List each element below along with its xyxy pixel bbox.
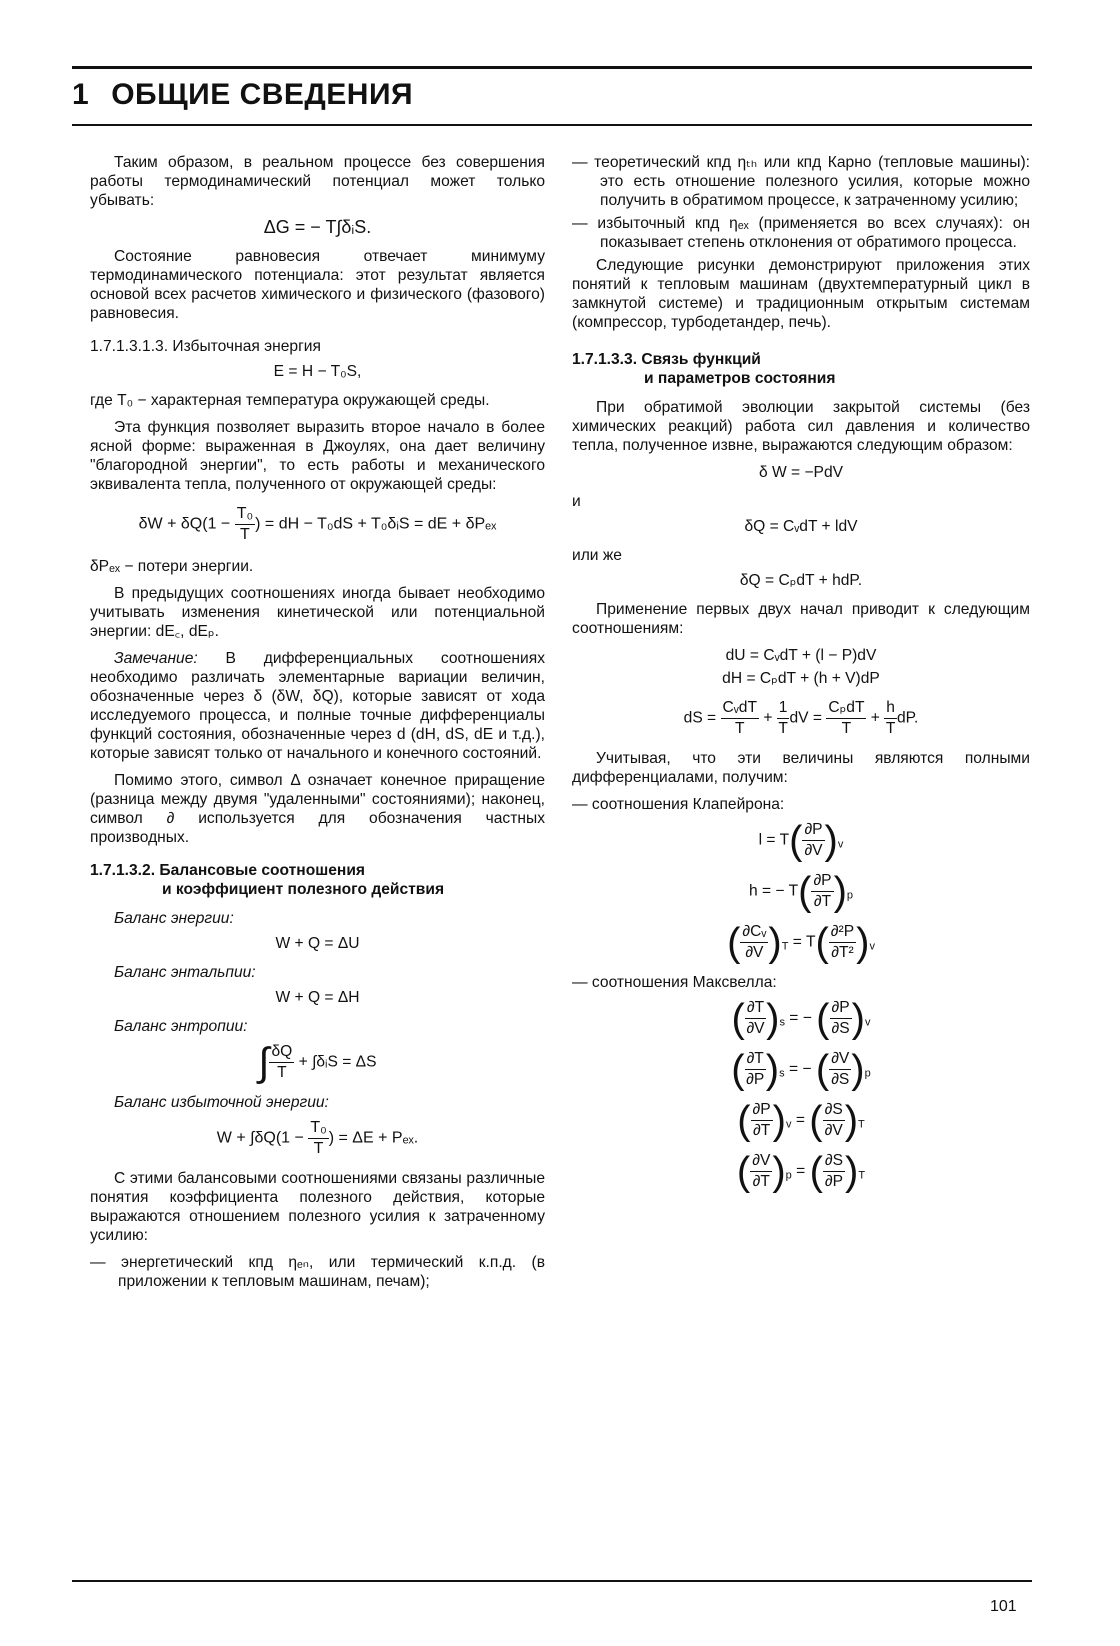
fraction bbox=[750, 1151, 772, 1192]
denominator: T bbox=[778, 720, 788, 737]
denominator: ∂T bbox=[752, 1173, 770, 1190]
equation: dU = CᵥdT + (l − P)dV bbox=[725, 647, 877, 664]
equation-part: = − bbox=[788, 1060, 812, 1078]
equation-part: = bbox=[796, 1162, 806, 1180]
numerator: ∂V bbox=[829, 1049, 851, 1070]
numerator: ∂S bbox=[823, 1100, 845, 1121]
clapeyron-equation bbox=[572, 820, 1030, 861]
subscript: v bbox=[869, 940, 875, 953]
denominator: T bbox=[277, 1064, 287, 1081]
equation-part: + ∫δᵢS = ΔS bbox=[298, 1053, 377, 1071]
equation: dH = CₚdT + (h + V)dP bbox=[722, 670, 880, 687]
equation: W + Q = ΔU bbox=[275, 935, 360, 952]
denominator: ∂V bbox=[824, 1122, 843, 1139]
denominator: ∂T bbox=[752, 1122, 771, 1139]
numerator: ∂S bbox=[823, 1151, 845, 1172]
denominator: T bbox=[885, 720, 896, 737]
fraction bbox=[829, 1049, 851, 1090]
fraction bbox=[745, 998, 766, 1039]
paragraph: δPₑₓ − потери энергии. bbox=[90, 558, 254, 575]
paren: ( bbox=[731, 996, 745, 1041]
fraction bbox=[884, 698, 897, 739]
paragraph: В предыдущих соотношениях иногда бывает необходимо учитывать изменения кинетической или потенциальной энергии: dE꜀, dEₚ. bbox=[90, 585, 545, 640]
chapter-title: ОБЩИЕ СВЕДЕНИЯ bbox=[111, 78, 414, 111]
numerator: T₀ bbox=[308, 1118, 328, 1139]
denominator: ∂P bbox=[824, 1173, 844, 1190]
page-number: 101 bbox=[990, 1598, 1017, 1615]
subscript: p bbox=[785, 1169, 792, 1182]
note-text: В дифференциальных соотношениях необходимо различать элементарные вариации величин, обозначенные через δ (δW, δQ), которые зависят от хода исследуемого процесса, и полные точные дифференциалы функций состояния, обозначенные через d (dH, dS, dE и т.д.), которые зависят только от начального и конечного состояний. bbox=[90, 650, 545, 762]
numerator: ∂T bbox=[745, 998, 766, 1019]
denominator: ∂V bbox=[745, 944, 764, 961]
equation: ΔG = − T∫δᵢS. bbox=[263, 217, 372, 237]
note-label: Замечание: bbox=[114, 650, 198, 667]
list-item: — соотношения Клапейрона: bbox=[572, 796, 785, 813]
subscript: s bbox=[779, 1016, 785, 1029]
denominator: ∂T² bbox=[831, 944, 854, 961]
subscript: v bbox=[837, 838, 844, 851]
denominator: ∂V bbox=[746, 1020, 765, 1037]
left-column bbox=[90, 153, 545, 1295]
subsection-title: 1.7.1.3.1.3. Избыточная энергия bbox=[90, 338, 321, 355]
subscript: T bbox=[781, 940, 789, 953]
denominator: T bbox=[841, 720, 852, 737]
paren: ( bbox=[809, 1098, 823, 1143]
balance-label: Баланс энтальпии: bbox=[114, 964, 256, 981]
equation-part: dS = bbox=[683, 709, 717, 727]
equation: δQ = CₚdT + hdP. bbox=[739, 572, 863, 589]
denominator: ∂P bbox=[746, 1071, 765, 1088]
maxwell-equation bbox=[572, 1151, 1030, 1192]
paren: ) bbox=[845, 1149, 859, 1194]
paren: ( bbox=[815, 920, 829, 965]
paren: ) bbox=[772, 1098, 786, 1143]
denominator: ∂S bbox=[831, 1020, 850, 1037]
conjunction: или же bbox=[572, 547, 622, 564]
equation-part: W + ∫δQ(1 − bbox=[216, 1129, 309, 1147]
fraction bbox=[721, 698, 759, 739]
paragraph: где T₀ − характерная температура окружающей среды. bbox=[90, 392, 490, 409]
paren: ) bbox=[856, 920, 870, 965]
paren: ) bbox=[851, 1047, 865, 1092]
equation bbox=[90, 504, 545, 545]
paren: ( bbox=[736, 1149, 751, 1194]
bottom-rule bbox=[72, 1580, 1032, 1582]
fraction bbox=[269, 1042, 294, 1083]
list-item: — теоретический кпд ηₜₕ или кпд Карно (тепловые машины): это есть отношение полезного усилия, которые можно получить в обратимом процессе, к затраченному усилию; bbox=[572, 154, 1030, 209]
fraction bbox=[830, 998, 852, 1039]
equation-part: = − bbox=[789, 1009, 812, 1027]
fraction bbox=[308, 1118, 328, 1159]
equation-part: ) = ΔE + Pₑₓ. bbox=[328, 1129, 419, 1147]
paren: ) bbox=[765, 1047, 780, 1092]
paragraph: При обратимой эволюции закрытой системы (без химических реакций) работа сил давления и количество тепла, полученное извне, выражаются следующим образом: bbox=[572, 399, 1030, 454]
fraction bbox=[740, 922, 768, 963]
equation: dS = $\frac{\text{CᵥdT}}{T}$ + $\frac{1}{T}$ dV = $\frac{\text{CₚdT}}{T}$ + $\frac{h}{T}$ dP. bbox=[683, 699, 919, 737]
balance-label: Баланс энергии: bbox=[114, 910, 234, 927]
numerator: h bbox=[884, 698, 897, 719]
equation: E = H − T₀S, bbox=[273, 363, 362, 380]
top-rule bbox=[72, 66, 1032, 69]
equation: δQ = CᵥdT + ldV bbox=[744, 518, 858, 535]
numerator: ∂V bbox=[750, 1151, 772, 1172]
fraction bbox=[826, 698, 866, 739]
equation: δ W = −PdV bbox=[758, 464, 844, 481]
denominator: ∂V bbox=[804, 842, 823, 859]
paren: ( bbox=[809, 1149, 823, 1194]
paragraph: Применение первых двух начал приводит к следующим соотношениям: bbox=[572, 601, 1030, 637]
paren: ( bbox=[789, 818, 803, 863]
paren: ) bbox=[766, 996, 780, 1041]
equation-part: = bbox=[795, 1111, 805, 1129]
fraction bbox=[745, 1049, 766, 1090]
paren: ( bbox=[737, 1098, 751, 1143]
fraction bbox=[811, 871, 833, 912]
numerator: ∂²P bbox=[829, 922, 856, 943]
numerator: ∂T bbox=[745, 1049, 766, 1070]
numerator: ∂P bbox=[751, 1100, 773, 1121]
paren: ( bbox=[731, 1047, 745, 1092]
paren: ) bbox=[851, 996, 865, 1041]
paragraph: С этими балансовыми соотношениями связаны различные понятия коэффициента полезного действия, которые выражаются отношением полезного усилия к затраченному усилию: bbox=[90, 1170, 545, 1244]
numerator: 1 bbox=[777, 698, 790, 719]
fraction bbox=[235, 504, 255, 545]
equation-part: ) = dH − T₀dS + T₀δᵢS = dE + δPₑₓ bbox=[255, 515, 497, 533]
equation: W + Q = ΔH bbox=[275, 989, 360, 1006]
subscript: p bbox=[864, 1067, 871, 1080]
section-heading-line: 1.7.1.3.2. Балансовые соотношения bbox=[90, 862, 366, 879]
paragraph bbox=[90, 649, 545, 763]
paren: ) bbox=[844, 1098, 859, 1143]
equation bbox=[90, 1042, 545, 1083]
paren: ( bbox=[798, 869, 812, 914]
equation-part: l = T bbox=[758, 831, 790, 849]
right-column bbox=[572, 153, 1030, 1202]
paragraph: Таким образом, в реальном процессе без совершения работы термодинамический потенциал может только убывать: bbox=[90, 154, 545, 209]
maxwell-equation bbox=[572, 998, 1030, 1039]
balance-label: Баланс избыточной энергии: bbox=[114, 1094, 329, 1111]
fraction bbox=[802, 820, 824, 861]
equation-part: dP. bbox=[896, 709, 919, 727]
denominator: ∂S bbox=[831, 1071, 850, 1088]
equation-part: = T bbox=[792, 933, 816, 951]
paragraph: Следующие рисунки демонстрируют приложения этих понятий к тепловым машинам (двухтемпературный цикл в замкнутой системе) и традиционным открытым системам (компрессор, турбодетандер, печь). bbox=[572, 257, 1030, 331]
title-rule bbox=[72, 124, 1032, 126]
numerator: δQ bbox=[269, 1042, 294, 1063]
page-title bbox=[72, 78, 413, 112]
section-heading bbox=[90, 861, 545, 899]
chapter-number: 1 bbox=[72, 78, 90, 111]
denominator: T bbox=[313, 1140, 324, 1157]
denominator: T bbox=[734, 720, 745, 737]
maxwell-equation bbox=[572, 1100, 1030, 1141]
denominator: ∂T bbox=[813, 893, 832, 910]
list-item: — энергетический кпд ηₑₙ, или термический к.п.д. (в приложении к тепловым машинам, печам); bbox=[90, 1254, 545, 1290]
section-heading-line: и параметров состояния bbox=[644, 370, 836, 387]
numerator: ∂P bbox=[802, 820, 824, 841]
paren: ) bbox=[824, 818, 838, 863]
paragraph: Помимо этого, символ Δ означает конечное приращение (разница между двумя "удаленными" состояниями); наконец, символ ∂ используется для обозначения частных производных. bbox=[90, 772, 545, 846]
subscript: T bbox=[858, 1169, 866, 1182]
numerator: CₚdT bbox=[826, 698, 866, 719]
subscript: p bbox=[846, 889, 854, 902]
equation-part: dV = bbox=[789, 709, 822, 727]
section-heading-line: 1.7.1.3.3. Связь функций bbox=[572, 351, 761, 368]
subscript: v bbox=[864, 1016, 871, 1029]
clapeyron-equation bbox=[572, 922, 1030, 963]
clapeyron-equation bbox=[572, 871, 1030, 912]
fraction bbox=[829, 922, 856, 963]
subscript: s bbox=[779, 1067, 785, 1080]
section-heading-line: и коэффициент полезного действия bbox=[162, 881, 445, 898]
equation-part: h = − T bbox=[748, 882, 799, 900]
denominator: T bbox=[240, 526, 250, 543]
section-heading bbox=[572, 350, 1030, 388]
paragraph: Учитывая, что эти величины являются полными дифференциалами, получим: bbox=[572, 750, 1030, 786]
numerator: ∂P bbox=[830, 998, 852, 1019]
numerator: CᵥdT bbox=[721, 698, 759, 719]
paren: ) bbox=[833, 869, 847, 914]
numerator: T₀ bbox=[235, 504, 255, 525]
fraction bbox=[823, 1100, 845, 1141]
paren: ( bbox=[815, 1047, 830, 1092]
list-item: — соотношения Максвелла: bbox=[572, 974, 777, 991]
maxwell-equation bbox=[572, 1049, 1030, 1090]
fraction bbox=[777, 698, 790, 739]
paren: ( bbox=[816, 996, 830, 1041]
conjunction: и bbox=[572, 493, 581, 510]
numerator: ∂Cᵥ bbox=[740, 922, 768, 943]
paren: ) bbox=[772, 1149, 786, 1194]
paragraph: Состояние равновесия отвечает минимуму термодинамического потенциала: этот результат является основой всех расчетов химического и физического (фазового) равновесия. bbox=[90, 248, 545, 322]
paren: ( bbox=[727, 920, 741, 965]
paragraph: Эта функция позволяет выразить второе начало в более ясной форме: выраженная в Джоулях, она дает величину "благородной энергии", то есть работы и механического эквивалента тепла, полученного от окружающей среды: bbox=[90, 419, 545, 493]
paren: ) bbox=[768, 920, 782, 965]
equation-part: δW + δQ(1 − bbox=[138, 515, 235, 533]
integral-sign: ∫ bbox=[258, 1040, 270, 1085]
fraction bbox=[823, 1151, 845, 1192]
equation bbox=[90, 1118, 545, 1159]
subscript: v bbox=[785, 1118, 792, 1131]
balance-label: Баланс энтропии: bbox=[114, 1018, 248, 1035]
subscript: T bbox=[858, 1118, 865, 1131]
list-item: — избыточный кпд ηₑₓ (применяется во всех случаях): он показывает степень отклонения от обратимого процесса. bbox=[572, 215, 1030, 251]
numerator: ∂P bbox=[811, 871, 833, 892]
fraction bbox=[751, 1100, 773, 1141]
